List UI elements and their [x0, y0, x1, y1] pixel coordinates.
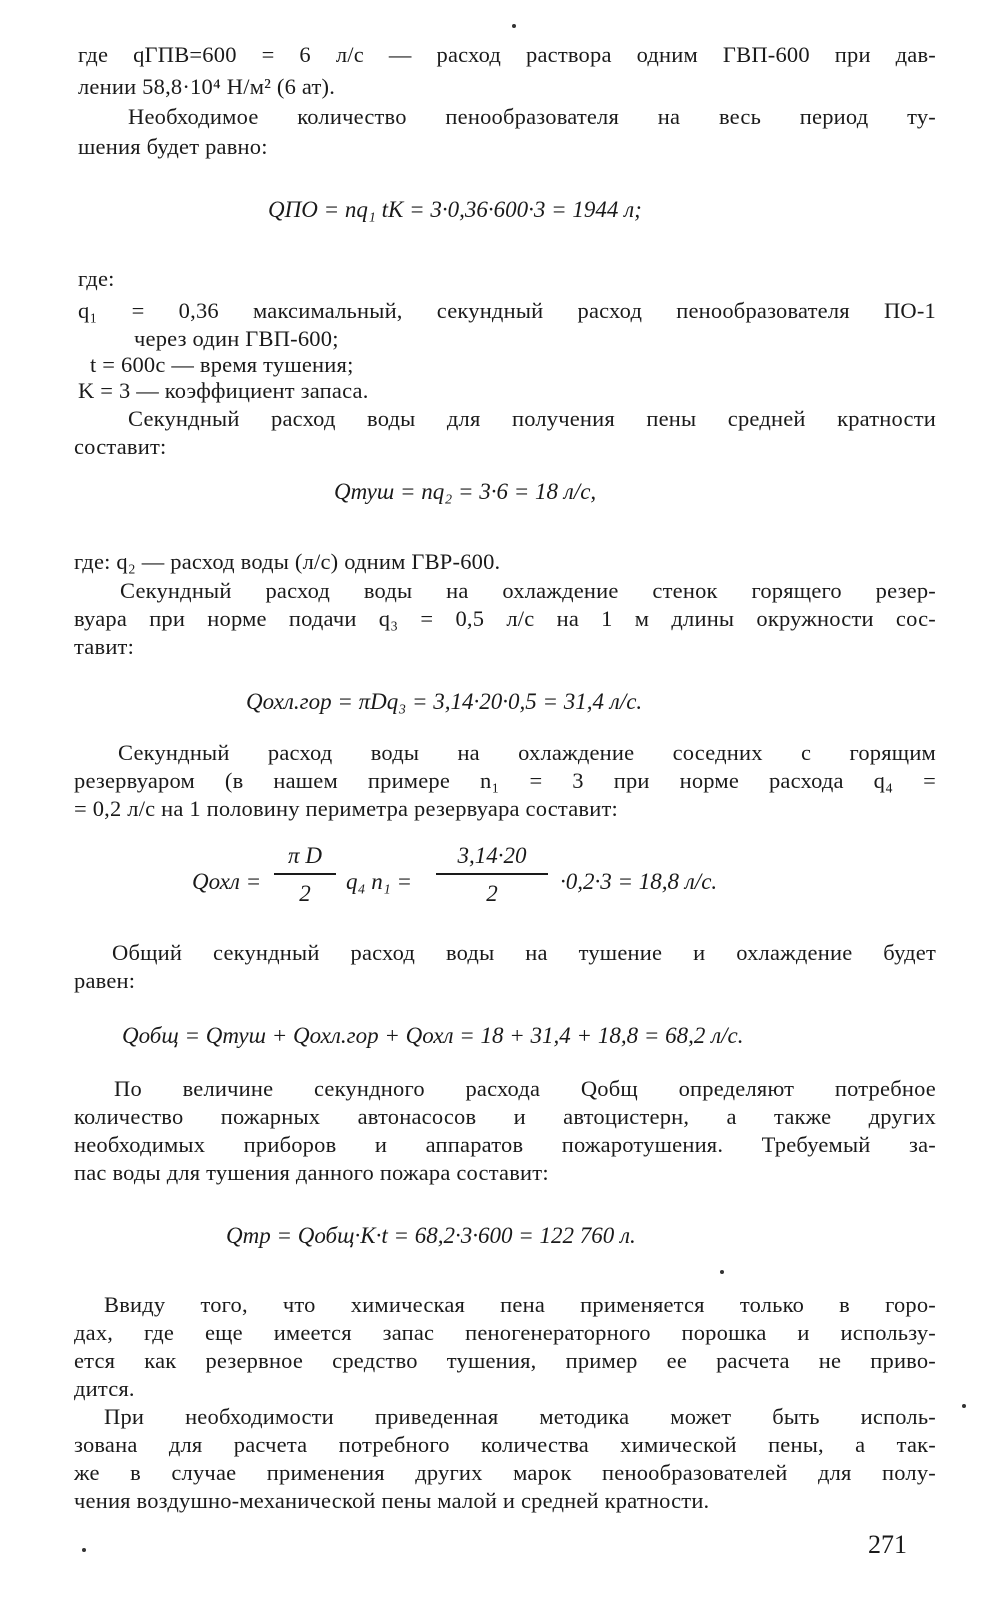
text-line: вуара при норме подачи q₃ = 0,5 л/с на 1 м длины окружности сос-	[74, 606, 936, 631]
print-speck	[512, 24, 516, 28]
equation: Qобщ = Qтуш + Qохл.гор + Qохл = 18 + 31,4 + 18,8 = 68,2 л/с.	[122, 1023, 744, 1048]
text-line: шения будет равно:	[78, 134, 268, 159]
fraction-bar-1	[274, 873, 336, 875]
eq-numerator-1: π D	[288, 843, 322, 868]
print-speck	[720, 1270, 724, 1274]
page-number: 271	[868, 1530, 907, 1559]
text-line: лении 58,8·10⁴ Н/м² (6 ат).	[78, 74, 336, 99]
print-speck	[82, 1548, 86, 1552]
eq-numerator-2: 3,14·20	[457, 843, 527, 868]
text-line: где: q₂ — расход воды (л/с) одним ГВР-600.	[74, 549, 501, 574]
text-line: равен:	[74, 968, 136, 993]
text-line: = 0,2 л/с на 1 половину периметра резервуара составит:	[74, 796, 618, 821]
equation: Qохл.гор = πDq₃ = 3,14·20·0,5 = 31,4 л/с.	[246, 689, 643, 714]
text-line: пас воды для тушения данного пожара составит:	[74, 1160, 549, 1185]
text-line: Ввиду того, что химическая пена применяется только в горо-	[104, 1292, 936, 1317]
text-line: Общий секундный расход воды на тушение и охлаждение будет	[112, 940, 936, 965]
text-line: же в случае применения других марок пенообразователей для полу-	[74, 1460, 936, 1485]
text-line: При необходимости приведенная методика может быть исполь-	[104, 1404, 936, 1429]
equation: Qтуш = nq₂ = 3·6 = 18 л/с,	[334, 479, 597, 504]
text-line: Секундный расход воды для получения пены средней кратности	[128, 406, 936, 431]
text-line: дах, где еще имеется запас пеногенераторного порошка и использу-	[74, 1320, 936, 1345]
text-line: K = 3 — коэффициент запаса.	[78, 378, 369, 403]
text-line: дится.	[74, 1376, 135, 1401]
text-line: резервуаром (в нашем примере n₁ = 3 при норме расхода q₄ =	[74, 768, 936, 793]
equation: QПО = nq₁ tK = 3·0,36·600·3 = 1944 л;	[268, 197, 642, 222]
text-line: По величине секундного расхода Qобщ определяют потребное	[114, 1076, 936, 1101]
text-line: Необходимое количество пенообразователя на весь период ту-	[128, 104, 936, 129]
text-line: q₁ = 0,36 максимальный, секундный расход пенообразователя ПО-1	[78, 298, 936, 323]
text-line: Секундный расход воды на охлаждение стенок горящего резер-	[120, 578, 936, 603]
eq-denominator-2: 2	[486, 881, 498, 906]
equation: Qтр = Qобщ·K·t = 68,2·3·600 = 122 760 л.	[226, 1223, 636, 1248]
text-line: Секундный расход воды на охлаждение соседних с горящим	[118, 740, 936, 765]
text-line: количество пожарных автонасосов и автоцистерн, а также других	[74, 1104, 936, 1129]
text-line: составит:	[74, 434, 167, 459]
eq-lhs: Qохл =	[192, 869, 262, 894]
eq-rhs: ·0,2·3 = 18,8 л/с.	[560, 869, 718, 894]
fraction-bar-2	[436, 873, 548, 875]
eq-denominator-1: 2	[299, 881, 311, 906]
text-line: t = 600c — время тушения;	[90, 352, 354, 377]
text-line: необходимых приборов и аппаратов пожаротушения. Требуемый за-	[74, 1132, 936, 1157]
text-line: зована для расчета потребного количества химической пены, а так-	[74, 1432, 936, 1457]
text-line: где:	[78, 266, 115, 291]
text-line: где qГПВ=600 = 6 л/с — расход раствора одним ГВП-600 при дав-	[78, 42, 936, 67]
text-line: ется как резервное средство тушения, пример ее расчета не приво-	[74, 1348, 936, 1373]
print-speck	[962, 1404, 966, 1408]
text-line: тавит:	[74, 634, 135, 659]
text-line: через один ГВП-600;	[134, 326, 339, 351]
eq-middle: q₄ n₁ =	[346, 869, 413, 894]
text-line: чения воздушно-механической пены малой и средней кратности.	[74, 1488, 710, 1513]
